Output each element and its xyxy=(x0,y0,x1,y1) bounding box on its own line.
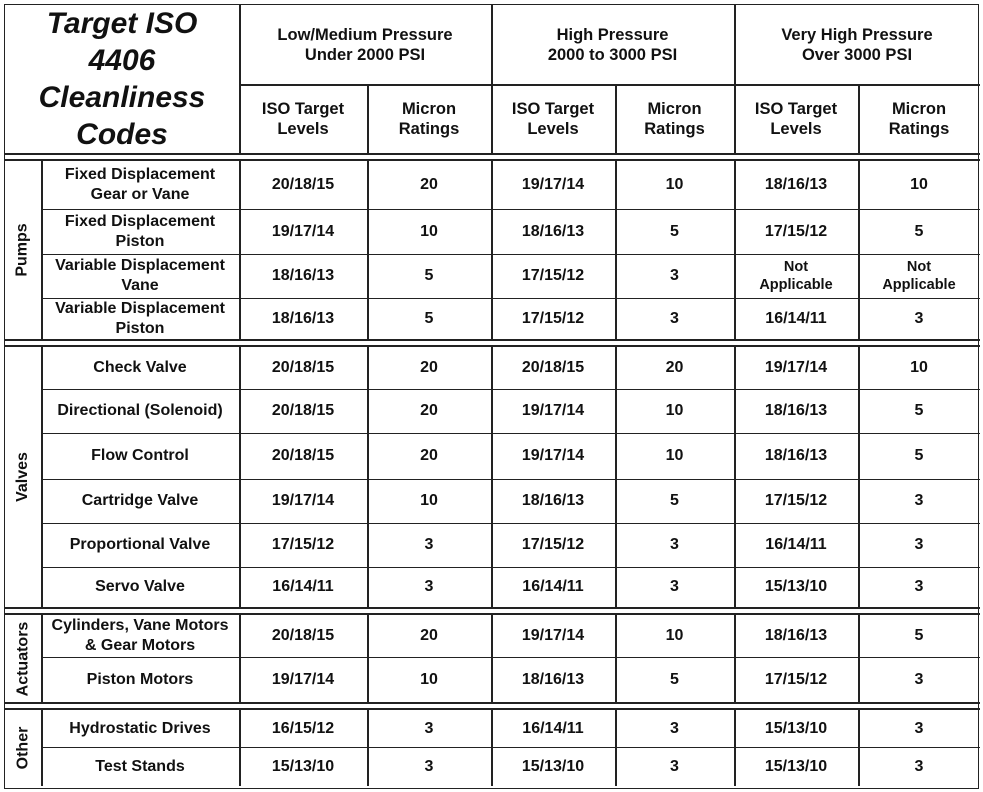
micron-rating-value xyxy=(858,657,980,702)
micron-rating-value xyxy=(858,389,980,433)
category-label-other xyxy=(5,710,41,786)
iso-target-value-line: 16/14/11 xyxy=(272,578,334,595)
micron-rating-value xyxy=(615,254,734,298)
iso-target-value xyxy=(491,615,615,657)
iso-target-header-line: Levels xyxy=(277,119,329,138)
column-line xyxy=(615,710,617,786)
iso-target-value-line: 19/17/14 xyxy=(271,670,335,688)
iso-target-value-line: 18/16/13 xyxy=(521,670,585,688)
column-line xyxy=(367,710,369,786)
micron-rating-value-line: 10 xyxy=(910,176,928,193)
pressure-group-header-line: Low/Medium Pressure xyxy=(277,25,453,44)
micron-rating-value xyxy=(615,657,734,702)
column-line xyxy=(239,615,241,702)
column-line xyxy=(41,710,43,786)
iso-target-header-line: ISO Target xyxy=(261,99,345,118)
micron-rating-value-line: 5 xyxy=(914,222,924,240)
iso-target-value-line: 20/18/15 xyxy=(271,359,335,376)
component-name-line: Hydrostatic Drives xyxy=(69,719,211,737)
pressure-group-header-line: High Pressure xyxy=(556,25,669,44)
micron-rating-value-line: 3 xyxy=(424,719,434,737)
micron-rating-value xyxy=(858,209,980,254)
micron-rating-value-line: 20 xyxy=(420,447,438,464)
micron-rating-value xyxy=(367,657,491,702)
iso-target-value-line: 17/15/12 xyxy=(764,492,828,509)
micron-rating-value xyxy=(615,161,734,209)
micron-rating-value xyxy=(858,523,980,567)
component-name-line: Gear or Vane xyxy=(90,186,190,203)
iso-target-value xyxy=(239,389,367,433)
column-line xyxy=(734,5,736,153)
iso-target-value-line: 18/16/13 xyxy=(764,402,828,419)
micron-rating-value xyxy=(367,209,491,254)
micron-rating-value-line: 3 xyxy=(914,492,924,509)
category-name: Actuators xyxy=(14,621,31,696)
micron-rating-header-line: Micron xyxy=(401,99,457,118)
micron-rating-value xyxy=(615,615,734,657)
iso-target-value xyxy=(491,747,615,786)
micron-rating-value xyxy=(367,523,491,567)
iso-target-header-line: ISO Target xyxy=(511,99,595,118)
pressure-group-header xyxy=(734,5,980,84)
micron-rating-value-line: 3 xyxy=(914,536,924,553)
iso-target-value-line: 19/17/14 xyxy=(764,359,828,376)
micron-rating-value xyxy=(858,479,980,523)
micron-rating-value xyxy=(615,479,734,523)
micron-rating-value xyxy=(858,567,980,607)
component-name-line: Test Stands xyxy=(95,757,185,775)
column-line xyxy=(858,84,860,153)
iso-target-value xyxy=(734,161,858,209)
micron-rating-value-line: 20 xyxy=(420,176,438,193)
micron-rating-value-line: 10 xyxy=(910,359,928,376)
micron-rating-header-line: Micron xyxy=(647,99,702,118)
component-name-line: Fixed Displacement xyxy=(64,212,216,230)
iso-target-value-line: 15/13/10 xyxy=(764,757,828,775)
iso-target-value xyxy=(491,254,615,298)
row-line xyxy=(41,209,980,210)
iso-target-value xyxy=(239,254,367,298)
micron-rating-value xyxy=(615,567,734,607)
iso-target-value-line: 16/14/11 xyxy=(765,309,827,327)
row-line xyxy=(41,657,980,658)
pressure-group-header xyxy=(239,5,491,84)
iso-target-value xyxy=(491,567,615,607)
header-bottom-line xyxy=(5,153,980,155)
component-name-line: Check Valve xyxy=(93,359,187,376)
iso-target-value-line: 15/13/10 xyxy=(764,578,828,595)
iso-target-value xyxy=(491,433,615,479)
iso-target-value xyxy=(239,347,367,389)
column-line xyxy=(491,615,493,702)
micron-rating-value-line: 3 xyxy=(670,536,679,553)
micron-rating-value-line: 3 xyxy=(424,757,434,775)
micron-rating-value xyxy=(615,747,734,786)
iso-target-value xyxy=(734,567,858,607)
component-name xyxy=(41,615,239,657)
iso-target-value-line: 19/17/14 xyxy=(271,222,335,240)
iso-target-value-line: 20/18/15 xyxy=(271,447,335,464)
row-line xyxy=(41,567,980,568)
iso-target-header-line: ISO Target xyxy=(754,99,838,118)
micron-rating-value xyxy=(367,747,491,786)
column-line xyxy=(367,161,369,339)
micron-rating-value-line: 5 xyxy=(670,222,679,240)
pressure-group-header-line: Very High Pressure xyxy=(781,25,933,44)
column-line xyxy=(41,347,43,607)
iso-target-value-line: 18/16/13 xyxy=(521,492,585,509)
iso-target-header xyxy=(239,84,367,153)
component-name-line: Proportional Valve xyxy=(69,536,211,553)
iso-target-header xyxy=(491,84,615,153)
iso-target-value-line: 17/15/12 xyxy=(521,309,585,327)
component-name xyxy=(41,523,239,567)
micron-rating-value xyxy=(615,209,734,254)
iso-target-value xyxy=(491,347,615,389)
micron-rating-value xyxy=(367,161,491,209)
iso-target-value-line: 20/18/15 xyxy=(271,176,335,193)
micron-rating-value-line: 3 xyxy=(670,578,679,595)
table-title-line: Cleanliness xyxy=(38,81,206,114)
iso-target-value-line: Applicable xyxy=(759,277,833,293)
row-line xyxy=(41,433,980,434)
column-line xyxy=(239,5,241,153)
component-name xyxy=(41,710,239,747)
component-name xyxy=(41,479,239,523)
micron-rating-value xyxy=(367,389,491,433)
iso-target-value-line: 18/16/13 xyxy=(764,627,828,644)
micron-rating-header xyxy=(367,84,491,153)
micron-rating-value-line: 3 xyxy=(914,578,924,595)
micron-rating-value-line: 10 xyxy=(420,222,438,240)
micron-rating-value xyxy=(858,161,980,209)
iso-target-value-line: 19/17/14 xyxy=(271,492,335,509)
iso-target-value xyxy=(734,747,858,786)
component-name xyxy=(41,254,239,298)
column-line xyxy=(615,615,617,702)
iso-target-value xyxy=(491,479,615,523)
micron-rating-value-line: 10 xyxy=(665,176,684,193)
micron-rating-value xyxy=(858,298,980,339)
micron-rating-header xyxy=(858,84,980,153)
iso-target-value xyxy=(491,161,615,209)
component-name-line: Variable Displacement xyxy=(55,299,225,317)
iso-target-value-line: 18/16/13 xyxy=(764,447,828,464)
iso-target-value-line: 17/15/12 xyxy=(271,536,335,553)
column-line xyxy=(367,347,369,607)
micron-rating-value-line: 3 xyxy=(914,757,924,775)
component-name xyxy=(41,161,239,209)
table-title xyxy=(5,5,239,153)
iso-target-value xyxy=(239,479,367,523)
component-name-line: & Gear Motors xyxy=(84,637,196,654)
micron-rating-value-line: 3 xyxy=(914,670,924,688)
category-name: Valves xyxy=(14,452,32,502)
iso-target-value-line: 17/15/12 xyxy=(521,267,585,284)
column-line xyxy=(491,5,493,153)
micron-rating-value xyxy=(367,567,491,607)
iso-target-value xyxy=(734,298,858,339)
section-line xyxy=(5,339,980,341)
micron-rating-value-line: 5 xyxy=(914,447,924,464)
micron-rating-value-line: 3 xyxy=(670,757,679,775)
iso-target-header-line: Levels xyxy=(527,119,579,138)
section-line xyxy=(5,607,980,609)
pressure-group-header xyxy=(491,5,734,84)
micron-rating-value xyxy=(858,433,980,479)
column-line xyxy=(491,710,493,786)
iso-target-value xyxy=(734,347,858,389)
iso-target-value-line: 19/17/14 xyxy=(521,447,585,464)
component-name xyxy=(41,389,239,433)
iso-target-value xyxy=(491,298,615,339)
iso-target-value xyxy=(491,523,615,567)
column-line xyxy=(615,84,617,153)
column-line xyxy=(734,710,736,786)
iso-target-value xyxy=(491,710,615,747)
column-line xyxy=(239,710,241,786)
iso-target-header-line: Levels xyxy=(770,119,822,138)
component-name xyxy=(41,209,239,254)
component-name-line: Vane xyxy=(121,277,159,294)
component-name-line: Servo Valve xyxy=(95,578,185,595)
micron-rating-value-line: 10 xyxy=(420,670,438,688)
row-line xyxy=(41,298,980,299)
iso-target-value xyxy=(491,657,615,702)
micron-rating-header-line: Ratings xyxy=(888,119,950,138)
iso-target-value xyxy=(239,523,367,567)
iso-target-value-line: 19/17/14 xyxy=(521,176,585,193)
column-line xyxy=(41,161,43,339)
iso-target-value xyxy=(734,389,858,433)
row-line xyxy=(41,389,980,390)
component-name-line: Cylinders, Vane Motors xyxy=(51,617,229,634)
iso-target-value xyxy=(734,657,858,702)
micron-rating-value-line: 3 xyxy=(424,536,434,553)
micron-rating-header-line: Ratings xyxy=(644,119,705,138)
pressure-group-header-line: Under 2000 PSI xyxy=(304,45,426,64)
micron-rating-value-line: 5 xyxy=(424,267,434,284)
micron-rating-value xyxy=(615,523,734,567)
component-name-line: Piston Motors xyxy=(86,670,194,688)
iso-target-value xyxy=(239,615,367,657)
column-line xyxy=(734,347,736,607)
iso-target-value-line: 17/15/12 xyxy=(764,670,828,688)
component-name-line: Cartridge Valve xyxy=(81,492,199,509)
table-title-line: 4406 xyxy=(88,44,156,77)
micron-rating-value xyxy=(367,347,491,389)
iso-target-value-line: 18/16/13 xyxy=(764,176,828,193)
category-label-pumps xyxy=(5,161,41,339)
iso-target-value-line: 18/16/13 xyxy=(271,267,335,284)
component-name xyxy=(41,747,239,786)
iso-target-value xyxy=(734,433,858,479)
iso-target-value xyxy=(239,161,367,209)
micron-rating-value-line: 5 xyxy=(670,492,679,509)
pressure-group-header-line: 2000 to 3000 PSI xyxy=(547,45,678,64)
category-label-valves xyxy=(5,347,41,607)
table-title-line: Target ISO xyxy=(46,7,198,40)
iso-target-value-line: 15/13/10 xyxy=(764,719,828,737)
column-line xyxy=(367,615,369,702)
column-line xyxy=(615,347,617,607)
micron-rating-header-line: Ratings xyxy=(398,119,460,138)
micron-rating-value xyxy=(367,710,491,747)
micron-rating-value-line: 3 xyxy=(670,309,679,327)
micron-rating-value xyxy=(615,710,734,747)
iso-target-value xyxy=(239,433,367,479)
cleanliness-table xyxy=(4,4,979,789)
micron-rating-value xyxy=(367,254,491,298)
micron-rating-value-line: 3 xyxy=(670,719,679,737)
iso-target-value-line: Not xyxy=(783,259,809,275)
iso-target-value xyxy=(734,615,858,657)
iso-target-header xyxy=(734,84,858,153)
table-title-line: Codes xyxy=(76,118,168,151)
iso-target-value xyxy=(239,209,367,254)
iso-target-value xyxy=(239,657,367,702)
column-line xyxy=(858,710,860,786)
iso-target-value-line: 17/15/12 xyxy=(764,222,828,240)
category-name: Pumps xyxy=(14,223,31,277)
component-name xyxy=(41,298,239,339)
iso-target-value xyxy=(239,298,367,339)
iso-target-value xyxy=(491,389,615,433)
iso-target-value-line: 20/18/15 xyxy=(521,359,585,376)
micron-rating-header xyxy=(615,84,734,153)
micron-rating-value-line: 3 xyxy=(424,578,434,595)
micron-rating-value xyxy=(858,347,980,389)
column-line xyxy=(41,615,43,702)
column-line xyxy=(491,161,493,339)
micron-rating-value xyxy=(367,433,491,479)
column-line xyxy=(734,615,736,702)
column-line xyxy=(858,161,860,339)
column-line xyxy=(239,347,241,607)
iso-target-value-line: 18/16/13 xyxy=(271,309,335,327)
micron-rating-value xyxy=(858,615,980,657)
component-name xyxy=(41,657,239,702)
column-line xyxy=(734,161,736,339)
component-name-line: Fixed Displacement xyxy=(64,166,216,183)
component-name xyxy=(41,567,239,607)
row-line xyxy=(41,479,980,480)
micron-rating-value-line: 5 xyxy=(914,402,924,419)
micron-rating-value xyxy=(367,298,491,339)
component-name-line: Flow Control xyxy=(91,447,189,464)
category-name: Other xyxy=(14,726,32,770)
micron-rating-value-line: 10 xyxy=(420,492,438,509)
iso-target-value-line: 20/18/15 xyxy=(271,402,335,419)
iso-target-value xyxy=(734,710,858,747)
column-line xyxy=(239,161,241,339)
iso-target-value xyxy=(734,479,858,523)
column-line xyxy=(858,347,860,607)
iso-target-value-line: 15/13/10 xyxy=(271,757,335,775)
iso-target-value-line: 19/17/14 xyxy=(521,627,585,644)
micron-rating-value xyxy=(858,254,980,298)
row-line xyxy=(41,747,980,748)
iso-target-value-line: 17/15/12 xyxy=(521,536,585,553)
micron-rating-value-line: Applicable xyxy=(882,277,956,293)
micron-rating-value-line: 10 xyxy=(665,402,684,419)
micron-rating-value xyxy=(367,479,491,523)
component-name xyxy=(41,347,239,389)
iso-target-value xyxy=(734,254,858,298)
micron-rating-value xyxy=(615,433,734,479)
micron-rating-value-line: 10 xyxy=(665,447,684,464)
micron-rating-header-line: Micron xyxy=(891,99,947,118)
component-name-line: Variable Displacement xyxy=(55,257,225,274)
micron-rating-value xyxy=(858,710,980,747)
iso-target-value-line: 16/15/12 xyxy=(271,719,335,737)
row-line xyxy=(41,254,980,255)
micron-rating-value-line: 5 xyxy=(424,309,434,327)
iso-target-value xyxy=(734,523,858,567)
column-line xyxy=(858,615,860,702)
micron-rating-value-line: 20 xyxy=(420,402,438,419)
micron-rating-value-line: 3 xyxy=(914,719,924,737)
micron-rating-value xyxy=(615,389,734,433)
micron-rating-value xyxy=(615,298,734,339)
micron-rating-value-line: 20 xyxy=(665,359,684,376)
micron-rating-value xyxy=(858,747,980,786)
micron-rating-value-line: 20 xyxy=(420,627,438,644)
component-name-line: Directional (Solenoid) xyxy=(57,402,223,419)
iso-target-value-line: 16/14/11 xyxy=(522,578,584,595)
category-label-actuators xyxy=(5,615,41,702)
iso-target-value-line: 18/16/13 xyxy=(521,222,585,240)
micron-rating-value-line: 10 xyxy=(665,627,684,644)
micron-rating-value-line: 5 xyxy=(914,627,924,644)
iso-target-value-line: 20/18/15 xyxy=(271,627,335,644)
iso-target-value-line: 16/14/11 xyxy=(522,719,584,737)
micron-rating-value-line: Not xyxy=(906,259,932,275)
component-name xyxy=(41,433,239,479)
column-line xyxy=(615,161,617,339)
iso-target-value xyxy=(239,747,367,786)
micron-rating-value-line: 3 xyxy=(670,267,679,284)
column-line xyxy=(367,84,369,153)
micron-rating-value xyxy=(615,347,734,389)
micron-rating-value-line: 5 xyxy=(670,670,679,688)
component-name-line: Piston xyxy=(115,232,165,250)
micron-rating-value-line: 3 xyxy=(914,309,924,327)
section-line xyxy=(5,702,980,704)
iso-target-value xyxy=(239,710,367,747)
iso-target-value-line: 15/13/10 xyxy=(521,757,585,775)
micron-rating-value-line: 20 xyxy=(420,359,438,376)
micron-rating-value xyxy=(367,615,491,657)
iso-target-value xyxy=(491,209,615,254)
component-name-line: Piston xyxy=(115,319,165,337)
iso-target-value xyxy=(734,209,858,254)
column-line xyxy=(491,347,493,607)
iso-target-value-line: 19/17/14 xyxy=(521,402,585,419)
header-divider xyxy=(239,84,980,86)
iso-target-value xyxy=(239,567,367,607)
pressure-group-header-line: Over 3000 PSI xyxy=(801,45,913,64)
iso-target-value-line: 16/14/11 xyxy=(765,536,827,553)
row-line xyxy=(41,523,980,524)
